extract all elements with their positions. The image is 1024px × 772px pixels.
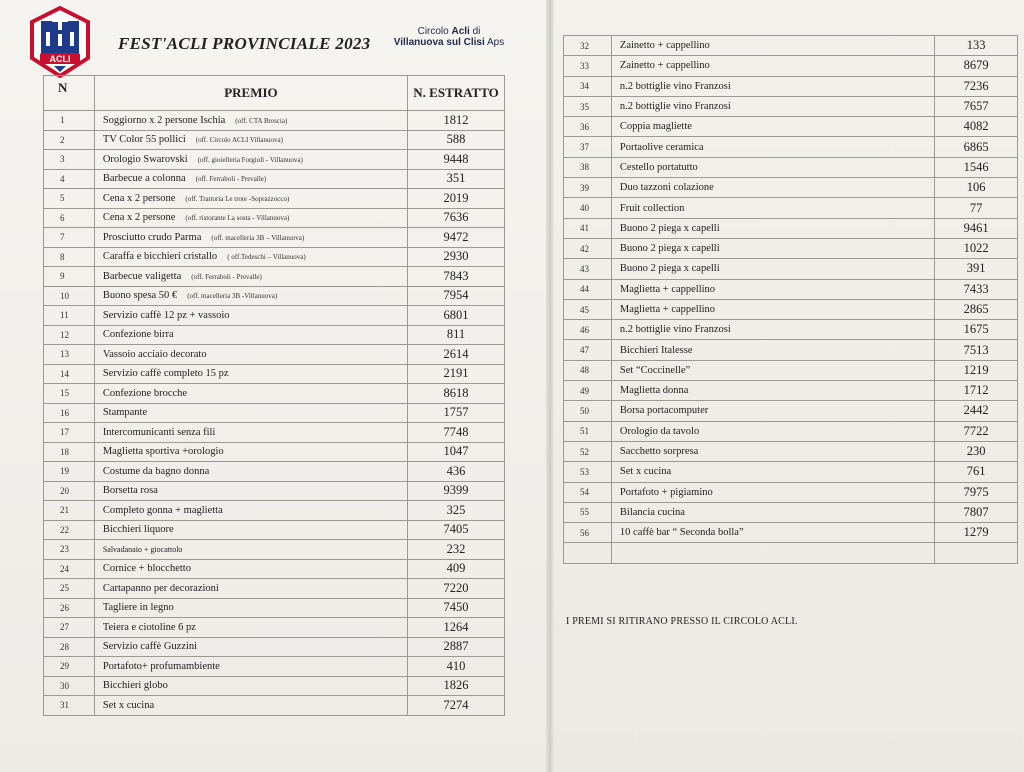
row-number: 21 — [44, 501, 95, 521]
row-number: 2 — [44, 130, 95, 150]
table-row — [564, 36, 1018, 56]
row-estratto: 106 — [935, 178, 1018, 198]
row-number: 47 — [564, 340, 612, 360]
row-premio: Fruit collection — [611, 198, 934, 218]
table-row — [564, 523, 1018, 543]
row-number: 53 — [564, 462, 612, 482]
row-premio: 10 caffè bar “ Seconda bolla” — [611, 523, 934, 543]
row-estratto: 2442 — [935, 401, 1018, 421]
row-number: 9 — [44, 267, 95, 287]
row-estratto: 7220 — [408, 579, 505, 599]
row-estratto: 811 — [408, 325, 505, 345]
row-number: 41 — [564, 218, 612, 238]
row-number: 29 — [44, 657, 95, 677]
row-number: 49 — [564, 381, 612, 401]
premio-text: Prosciutto crudo Parma — [102, 231, 202, 243]
premio-text: Teiera e ciotoline 6 pz — [102, 621, 196, 633]
row-estratto: 7236 — [935, 76, 1018, 96]
row-premio — [94, 267, 407, 287]
row-estratto: 7450 — [408, 598, 505, 618]
row-premio — [94, 540, 407, 560]
row-number: 13 — [44, 345, 95, 365]
row-number: 6 — [44, 208, 95, 228]
table-header-row — [44, 76, 505, 111]
row-premio — [94, 403, 407, 423]
table-row — [44, 169, 505, 189]
row-premio — [94, 696, 407, 716]
premio-text: Stampante — [102, 407, 148, 419]
table-row — [44, 676, 505, 696]
table-row — [44, 618, 505, 638]
row-estratto: 1757 — [408, 403, 505, 423]
table-row — [44, 423, 505, 443]
offerto-text: (off. macelleria 3B – Villanuova) — [211, 233, 305, 242]
table-row — [564, 198, 1018, 218]
table-row — [44, 481, 505, 501]
table-row — [44, 130, 505, 150]
table-row — [564, 279, 1018, 299]
row-number: 37 — [564, 137, 612, 157]
header-n: N — [44, 76, 95, 111]
row-number: 55 — [564, 502, 612, 522]
premio-text: Cartapanno per decorazioni — [102, 582, 219, 594]
row-number: 32 — [564, 36, 612, 56]
row-estratto: 7657 — [935, 96, 1018, 116]
row-premio — [94, 618, 407, 638]
header-estratto: N. ESTRATTO — [408, 76, 505, 111]
row-estratto: 1546 — [935, 157, 1018, 177]
table-row — [44, 598, 505, 618]
prize-table-right — [563, 35, 1018, 564]
premio-text: Barbecue valigetta — [102, 270, 182, 282]
premio-text: Cornice + blocchetto — [102, 563, 191, 575]
row-estratto: 7954 — [408, 286, 505, 306]
row-estratto: 2865 — [935, 299, 1018, 319]
row-number: 39 — [564, 178, 612, 198]
row-estratto: 351 — [408, 169, 505, 189]
header-premio: PREMIO — [94, 76, 407, 111]
circolo-line2-post: Aps — [484, 37, 505, 48]
offerto-text: (off. gioielleria Forgioli - Villanuova) — [197, 155, 303, 164]
table-row — [44, 579, 505, 599]
row-estratto: 7513 — [935, 340, 1018, 360]
table-row — [44, 208, 505, 228]
row-estratto: 1279 — [935, 523, 1018, 543]
premio-text: Barbecue a colonna — [102, 173, 186, 185]
premio-text: Confezione brocche — [102, 387, 188, 399]
row-number: 52 — [564, 441, 612, 461]
row-number: 18 — [44, 442, 95, 462]
table-row — [44, 462, 505, 482]
table-row — [564, 178, 1018, 198]
row-estratto: 2887 — [408, 637, 505, 657]
row-premio — [94, 637, 407, 657]
row-number: 42 — [564, 238, 612, 258]
row-premio — [94, 286, 407, 306]
row-premio — [94, 111, 407, 131]
row-estratto: 9461 — [935, 218, 1018, 238]
table-row — [564, 96, 1018, 116]
row-estratto: 1812 — [408, 111, 505, 131]
row-number: 16 — [44, 403, 95, 423]
row-premio — [94, 384, 407, 404]
table-row — [564, 157, 1018, 177]
pickup-note: I PREMI SI RITIRANO PRESSO IL CIRCOLO ACLI. — [566, 616, 798, 627]
row-premio: n.2 bottiglie vino Franzosi — [611, 96, 934, 116]
row-number: 1 — [44, 111, 95, 131]
row-premio: Zainetto + cappellino — [611, 56, 934, 76]
premio-text: Portafoto+ profumambiente — [102, 660, 220, 672]
row-premio: Maglietta + cappellino — [611, 299, 934, 319]
row-premio — [94, 228, 407, 248]
page-title: FEST'ACLI PROVINCIALE 2023 — [118, 34, 371, 53]
table-row — [564, 360, 1018, 380]
premio-text: Borsetta rosa — [102, 485, 158, 497]
premio-text: Bicchieri globo — [102, 680, 168, 692]
table-row — [44, 150, 505, 170]
row-number: 5 — [44, 189, 95, 209]
table-row — [44, 267, 505, 287]
row-number: 43 — [564, 259, 612, 279]
row-premio: n.2 bottiglie vino Franzosi — [611, 320, 934, 340]
row-number: 28 — [44, 637, 95, 657]
offerto-text: (off. CTA Brescia) — [235, 116, 288, 125]
row-estratto: 1675 — [935, 320, 1018, 340]
svg-text:ACLI: ACLI — [49, 54, 71, 64]
table-row — [44, 189, 505, 209]
premio-text: Completo gonna + maglietta — [102, 504, 223, 516]
premio-text: Salvadanaio + giocattolo — [102, 544, 183, 554]
offerto-text: ( off.Tedeschi – Villanuova) — [227, 253, 306, 262]
circolo-line1-post: di — [469, 26, 481, 37]
table-row — [44, 286, 505, 306]
table-row — [564, 401, 1018, 421]
row-number: 22 — [44, 520, 95, 540]
row-number: 36 — [564, 117, 612, 137]
premio-text: Maglietta sportiva +orologio — [102, 446, 224, 458]
premio-text: Confezione birra — [102, 329, 174, 341]
row-premio — [94, 423, 407, 443]
row-number: 33 — [564, 56, 612, 76]
circolo-line1-bold: Acli — [451, 26, 470, 37]
premio-text: Bicchieri liquore — [102, 524, 174, 536]
table-row — [564, 56, 1018, 76]
row-number — [564, 543, 612, 563]
row-premio: Portaolive ceramica — [611, 137, 934, 157]
row-number: 35 — [564, 96, 612, 116]
row-premio: Coppia magliette — [611, 117, 934, 137]
table-row — [44, 306, 505, 326]
table-row — [564, 76, 1018, 96]
row-premio: Buono 2 piega x capelli — [611, 259, 934, 279]
table-row — [44, 384, 505, 404]
row-premio: Buono 2 piega x capelli — [611, 218, 934, 238]
table-row — [44, 501, 505, 521]
row-premio: Bilancia cucina — [611, 502, 934, 522]
row-premio: Duo tazzoni colazione — [611, 178, 934, 198]
table-row — [564, 320, 1018, 340]
row-premio: Cestello portatutto — [611, 157, 934, 177]
row-number: 56 — [564, 523, 612, 543]
row-premio — [94, 579, 407, 599]
circolo-line1-pre: Circolo — [417, 26, 452, 37]
row-estratto: 9448 — [408, 150, 505, 170]
row-number: 14 — [44, 364, 95, 384]
row-estratto: 7748 — [408, 423, 505, 443]
table-row — [564, 441, 1018, 461]
row-estratto: 7722 — [935, 421, 1018, 441]
row-estratto: 1264 — [408, 618, 505, 638]
row-estratto: 1712 — [935, 381, 1018, 401]
table-row — [564, 117, 1018, 137]
row-estratto: 1219 — [935, 360, 1018, 380]
table-row — [44, 403, 505, 423]
row-estratto: 4082 — [935, 117, 1018, 137]
row-premio: Set “Coccinelle” — [611, 360, 934, 380]
row-estratto: 7975 — [935, 482, 1018, 502]
table-row — [564, 299, 1018, 319]
offerto-text: (off. Ferraboli - Prevalle) — [191, 272, 262, 281]
row-number: 26 — [44, 598, 95, 618]
row-estratto: 1826 — [408, 676, 505, 696]
premio-text: Caraffa e bicchieri cristallo — [102, 251, 218, 263]
row-premio — [94, 150, 407, 170]
acli-logo-icon — [28, 6, 92, 78]
row-number: 15 — [44, 384, 95, 404]
row-premio — [94, 169, 407, 189]
row-premio — [94, 208, 407, 228]
row-premio: Buono 2 piega x capelli — [611, 238, 934, 258]
row-estratto: 9472 — [408, 228, 505, 248]
row-estratto — [935, 543, 1018, 563]
row-number: 27 — [44, 618, 95, 638]
table-row — [564, 381, 1018, 401]
row-estratto: 410 — [408, 657, 505, 677]
row-estratto: 8618 — [408, 384, 505, 404]
table-row — [44, 520, 505, 540]
premio-text: Cena x 2 persone — [102, 212, 176, 224]
offerto-text: (off. ristorante La sosta - Villanuova) — [185, 214, 290, 223]
row-premio: Borsa portacomputer — [611, 401, 934, 421]
table-row — [44, 325, 505, 345]
row-estratto: 232 — [408, 540, 505, 560]
row-premio — [94, 306, 407, 326]
row-estratto: 391 — [935, 259, 1018, 279]
row-number: 46 — [564, 320, 612, 340]
row-number: 10 — [44, 286, 95, 306]
table-row — [564, 238, 1018, 258]
row-estratto: 7405 — [408, 520, 505, 540]
table-row — [564, 340, 1018, 360]
row-premio: Set x cucina — [611, 462, 934, 482]
row-number: 34 — [564, 76, 612, 96]
offerto-text: (off. Ferraboli - Prevalle) — [195, 175, 267, 184]
row-number: 11 — [44, 306, 95, 326]
row-premio: n.2 bottiglie vino Franzosi — [611, 76, 934, 96]
table-row — [44, 345, 505, 365]
row-number: 3 — [44, 150, 95, 170]
row-premio — [94, 520, 407, 540]
row-number: 40 — [564, 198, 612, 218]
row-premio — [611, 543, 934, 563]
row-premio: Bicchieri Italesse — [611, 340, 934, 360]
row-premio — [94, 501, 407, 521]
premio-text: Cena x 2 persone — [102, 192, 176, 204]
row-estratto: 409 — [408, 559, 505, 579]
premio-text: Servizio caffè 12 pz + vassoio — [102, 309, 230, 321]
row-number: 25 — [44, 579, 95, 599]
table-row — [44, 637, 505, 657]
row-estratto: 325 — [408, 501, 505, 521]
row-estratto: 2019 — [408, 189, 505, 209]
row-premio — [94, 325, 407, 345]
premio-text: Vassoio acciaio decorato — [102, 348, 207, 360]
row-premio — [94, 247, 407, 267]
row-number: 20 — [44, 481, 95, 501]
row-estratto: 761 — [935, 462, 1018, 482]
row-estratto: 588 — [408, 130, 505, 150]
row-premio: Maglietta + cappellino — [611, 279, 934, 299]
premio-text: TV Color 55 pollici — [102, 134, 186, 146]
row-estratto: 6801 — [408, 306, 505, 326]
table-row — [44, 247, 505, 267]
row-premio: Sacchetto sorpresa — [611, 441, 934, 461]
table-row — [564, 543, 1018, 563]
row-number: 17 — [44, 423, 95, 443]
row-premio: Orologio da tavolo — [611, 421, 934, 441]
circolo-line2-bold: Villanuova sul Clisi — [393, 37, 485, 48]
table-row — [44, 442, 505, 462]
row-number: 31 — [44, 696, 95, 716]
row-number: 38 — [564, 157, 612, 177]
row-premio: Zainetto + cappellino — [611, 36, 934, 56]
page-fold — [546, 0, 554, 772]
table-row — [44, 364, 505, 384]
offerto-text: (off. Circolo ACLI Villanuova) — [195, 136, 283, 145]
row-premio — [94, 676, 407, 696]
premio-text: Buono spesa 50 € — [102, 290, 178, 302]
table-row — [44, 657, 505, 677]
row-estratto: 7843 — [408, 267, 505, 287]
row-estratto: 7636 — [408, 208, 505, 228]
premio-text: Intercomunicanti senza fili — [102, 426, 216, 438]
row-estratto: 8679 — [935, 56, 1018, 76]
offerto-text: (off. macelleria 3B -Villanuova) — [187, 292, 278, 301]
premio-text: Costume da bagno donna — [102, 465, 210, 477]
row-premio — [94, 462, 407, 482]
row-estratto: 7807 — [935, 502, 1018, 522]
table-row — [564, 137, 1018, 157]
row-estratto: 1022 — [935, 238, 1018, 258]
offerto-text: (off. Trattoria Le trote -Soprazzocco) — [185, 194, 290, 203]
premio-text: Set x cucina — [102, 699, 155, 711]
row-number: 4 — [44, 169, 95, 189]
row-estratto: 436 — [408, 462, 505, 482]
table-row — [44, 559, 505, 579]
row-number: 12 — [44, 325, 95, 345]
row-estratto: 2930 — [408, 247, 505, 267]
table-row — [44, 228, 505, 248]
row-estratto: 230 — [935, 441, 1018, 461]
row-number: 24 — [44, 559, 95, 579]
row-estratto: 133 — [935, 36, 1018, 56]
table-row — [564, 502, 1018, 522]
row-number: 54 — [564, 482, 612, 502]
premio-text: Soggiorno x 2 persone Ischia — [102, 114, 226, 126]
row-premio — [94, 130, 407, 150]
row-estratto: 7433 — [935, 279, 1018, 299]
premio-text: Servizio caffè Guzzini — [102, 641, 198, 653]
row-premio — [94, 189, 407, 209]
row-estratto: 7274 — [408, 696, 505, 716]
table-row — [44, 540, 505, 560]
table-row — [564, 218, 1018, 238]
row-number: 48 — [564, 360, 612, 380]
row-number: 44 — [564, 279, 612, 299]
row-number: 23 — [44, 540, 95, 560]
row-estratto: 2614 — [408, 345, 505, 365]
circolo-label — [384, 26, 514, 48]
row-estratto: 77 — [935, 198, 1018, 218]
row-premio: Maglietta donna — [611, 381, 934, 401]
row-number: 50 — [564, 401, 612, 421]
premio-text: Tagliere in legno — [102, 602, 174, 614]
row-premio — [94, 598, 407, 618]
row-number: 8 — [44, 247, 95, 267]
premio-text: Orologio Swarovski — [102, 153, 188, 165]
row-estratto: 6865 — [935, 137, 1018, 157]
table-row — [564, 482, 1018, 502]
row-premio — [94, 345, 407, 365]
table-row — [564, 421, 1018, 441]
prize-table-left — [43, 75, 505, 716]
row-premio — [94, 481, 407, 501]
row-number: 30 — [44, 676, 95, 696]
row-premio — [94, 364, 407, 384]
table-row — [44, 696, 505, 716]
table-row — [44, 111, 505, 131]
row-number: 19 — [44, 462, 95, 482]
row-estratto: 1047 — [408, 442, 505, 462]
row-premio — [94, 442, 407, 462]
row-estratto: 2191 — [408, 364, 505, 384]
row-number: 7 — [44, 228, 95, 248]
row-estratto: 9399 — [408, 481, 505, 501]
row-premio — [94, 559, 407, 579]
premio-text: Servizio caffè completo 15 pz — [102, 368, 229, 380]
row-premio: Portafoto + pigiamino — [611, 482, 934, 502]
row-number: 45 — [564, 299, 612, 319]
row-number: 51 — [564, 421, 612, 441]
table-row — [564, 462, 1018, 482]
row-premio — [94, 657, 407, 677]
table-row — [564, 259, 1018, 279]
